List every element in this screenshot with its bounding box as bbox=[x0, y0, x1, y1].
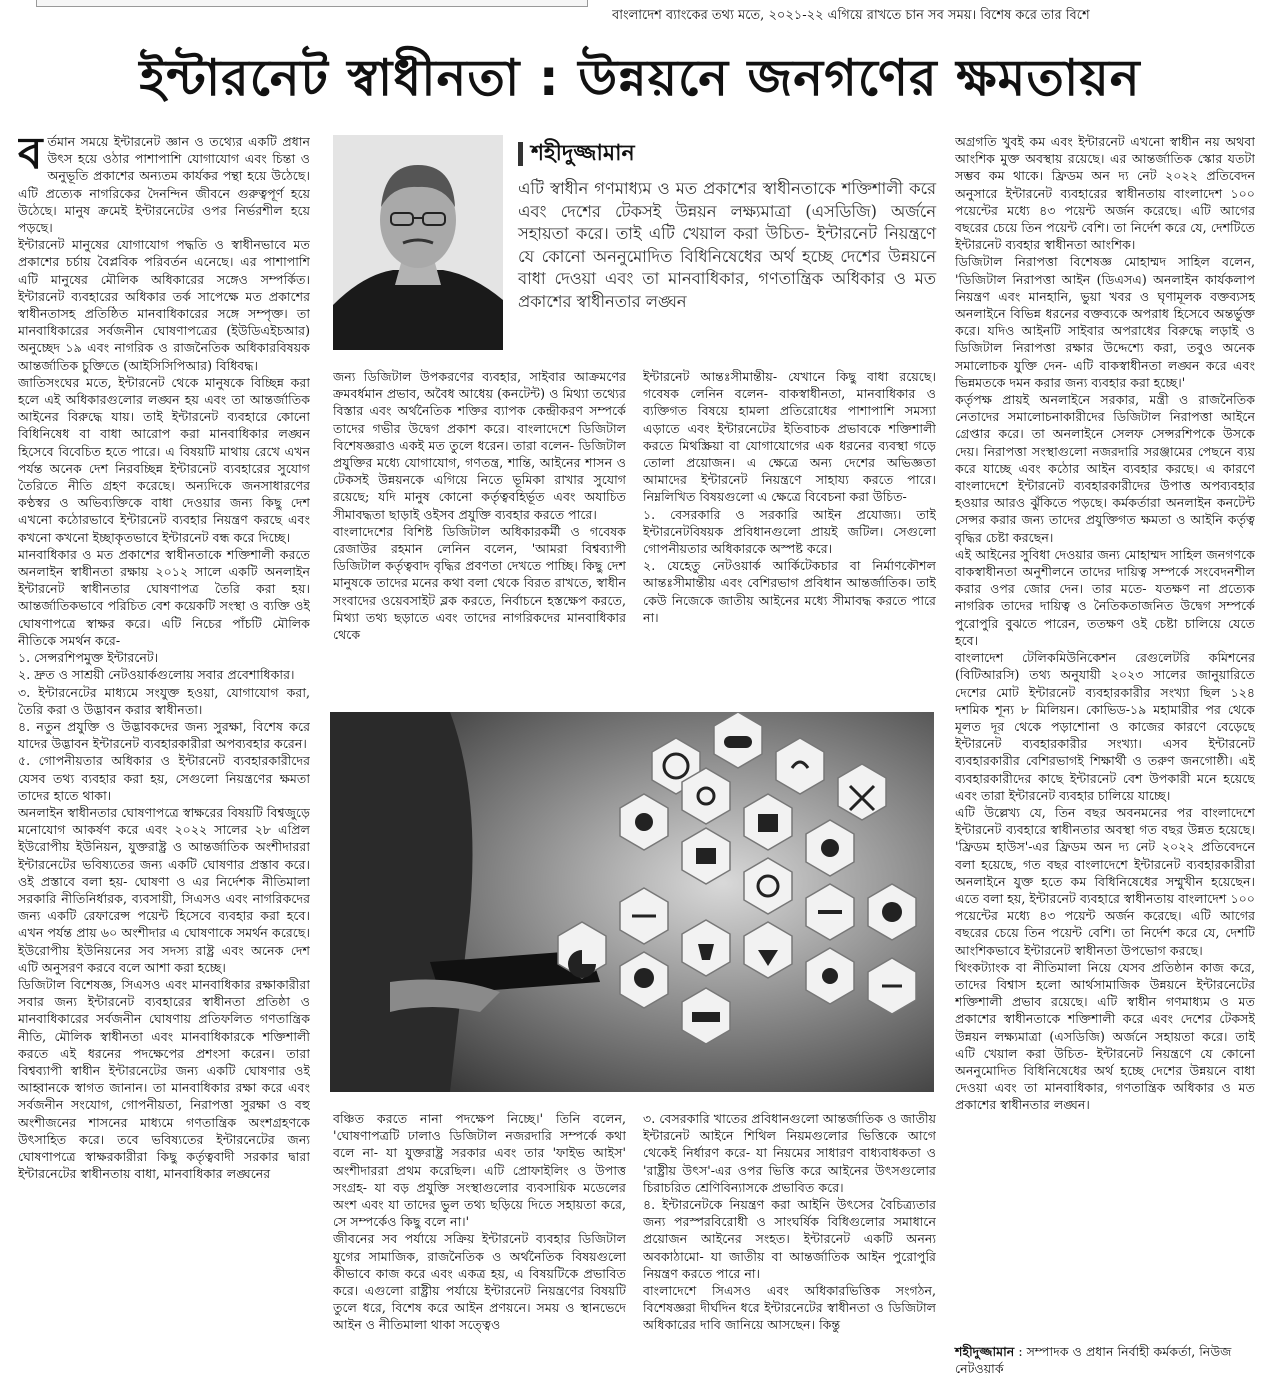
paragraph: বর্তমান সময়ে ইন্টারনেট জ্ঞান ও তথ্যের একটি প্রধান উৎস হয়ে ওঠার পাশাপাশি যোগাযোগ এবং চিন্তা ও অনুভূতি প্রকাশের অন্যতম কার্যকর পন্থা হয়ে উঠেছে। এটি প্রত্যেক নাগরিকের দৈনন্দিন জীবনে গুরুত্বপূর্ণ হয়ে উঠেছে। মানুষ ক্রমেই ইন্টারনেটের ওপর নির্ভরশীল হয়ে পড়ছে। bbox=[18, 133, 310, 236]
technology-illustration bbox=[330, 712, 934, 1092]
previous-article-edge bbox=[36, 0, 588, 7]
headline: ইন্টারনেট স্বাধীনতা : উন্নয়নে জনগণের ক্ষমতায়ন bbox=[139, 49, 1141, 107]
paragraph: জাতিসংঘের মতে, ইন্টারনেট থেকে মানুষকে বিচ্ছিন্ন করা হলে এই অধিকারগুলোর লঙ্ঘন হয় এবং তা আন্তর্জাতিক আইনের বিরুদ্ধে যায়। তাই ইন্টারনেট ব্যবহারে কোনো বিধিনিষেধ বা বাধা আরোপ করা মানবাধিকার লঙ্ঘন হিসেবে বিবেচিত হতে পারে। এ বিষয়টি মাথায় রেখে এখন পর্যন্ত অনেক দেশ নিরবচ্ছিন্ন ইন্টারনেট ব্যবহারের সুযোগ তৈরিতে নীতি গ্রহণ করেছে। অন্যদিকে জনসাধারণের কণ্ঠস্বর ও অভিব্যক্তিকে বাধা দেওয়ার জন্য কিছু দেশ এখনো কঠোরভাবে ইন্টারনেট ব্যবহার নিয়ন্ত্রণ করছে এবং কখনো কখনো ইচ্ছাকৃতভাবে ইন্টারনেট বন্ধ করে দিচ্ছে। bbox=[18, 374, 310, 545]
author-note-name: শহীদুজ্জামান bbox=[955, 1344, 1015, 1359]
paragraph: বাংলাদেশ টেলিকমিউনিকেশন রেগুলেটরি কমিশনের (বিটিআরসি) তথ্য অনুযায়ী ২০২৩ সালের জানুয়ারিতে দেশের মোট ইন্টারনেট ব্যবহারকারীর সংখ্যা ছিল ১২৪ দশমিক শূন্য ৮ মিলিয়ন। কোভিড-১৯ মহামারীর পর থেকে মূলত দূর থেকে পড়াশোনা ও কাজের কারণে বেড়েছে ইন্টারনেট ব্যবহারকারীর সংখ্যা। এসব ইন্টারনেট ব্যবহারকারীর বেশিরভাগই শিক্ষার্থী ও তরুণ জনগোষ্ঠী। এই ব্যবহারকারীদের কাছে ইন্টারনেট বেশ উপকারী মনে হয়েছে এবং তারা ইন্টারনেট ব্যবহার চালিয়ে যাচ্ছে। bbox=[955, 650, 1255, 803]
byline-bar bbox=[518, 142, 523, 166]
paragraph: জন্য ডিজিটাল উপকরণের ব্যবহার, সাইবার আক্রমণের ক্রমবর্ধমান প্রভাব, অবৈধ আধেয় (কনটেন্ট) ও মিথ্যা তথ্যের বিস্তার এবং অর্থনৈতিক শক্তির ব্যাপক কেন্দ্রীকরণ সম্পর্কে তাদের গভীর উদ্বেগ প্রকাশ করে। বাংলাদেশে ডিজিটাল বিশেষজ্ঞরাও একই মত তুলে ধরেন। তারা বলেন- ডিজিটাল প্রযুক্তির মধ্যে যোগাযোগ, গণতন্ত্র, শান্তি, আইনের শাসন ও টেকসই উন্নয়নকে এগিয়ে নিতে ভূমিকা রাখার সুযোগ রয়েছে; যদি মানুষ কোনো কর্তৃত্ববহির্ভূত এবং অযাচিত সীমাবদ্ধতা ছাড়াই ওইসব প্রযুক্তি ব্যবহার করতে পারে। bbox=[333, 369, 626, 522]
paragraph: বঞ্চিত করতে নানা পদক্ষেপ নিচ্ছে।' তিনি বলেন, 'ঘোষণাপত্রটি ঢালাও ডিজিটাল নজরদারি সম্পর্কে কথা বলে না- যা যুক্তরাষ্ট্র সরকার এবং তার 'ফাইভ আইস' অংশীদাররা প্রথম করেছিল। এটি প্রোফাইলিং ও উপাত্ত সংগ্রহ- যা বড় প্রযুক্তি সংস্থাগুলোর ব্যবসায়িক মডেলের অংশ এবং যা তাদের ভুল তথ্য ছড়িয়ে দিতে সহায়তা করে, সে সম্পর্কেও কিছু বলে না।' bbox=[333, 1111, 626, 1230]
top-strip-text: বাংলাদেশ ব্যাংকের তথ্য মতে, ২০২১-২২ এগিয়ে রাখতে চান সব সময়। বিশেষ করে তার বিশে bbox=[612, 8, 1090, 23]
list-item: ৫. গোপনীয়তার অধিকার ও ইন্টারনেট ব্যবহারকারীদের যেসব তথ্য ব্যবহার করা হয়, সেগুলো নিয়ন্ত্রণের ক্ষমতা তাদের হাতে থাকা। bbox=[18, 753, 310, 803]
list-item: ৪. ইন্টারনেটকে নিয়ন্ত্রণ করা আইনি উৎসের বৈচিত্র্যতার জন্য পরস্পরবিরোধী ও সাংঘর্ষিক বিধিগুলোর সমাধানে প্রয়োজন আইনের সংহত। ইন্টারনেট একটি অনন্য অবকাঠামো- যা জাতীয় বা আন্তর্জাতিক আইন পুরোপুরি নিয়ন্ত্রণ করতে পারে না। bbox=[643, 1197, 936, 1281]
column-1 bbox=[18, 133, 310, 1387]
list-item: ৩. বেসরকারি খাতের প্রবিধানগুলো আন্তর্জাতিক ও জাতীয় ইন্টারনেট আইনে শিথিল নিয়মগুলোর ভিত্তিকে আগে থেকেই নির্ধারণ করে- যা নিয়মের সাধারণ বাধ্যবাধকতা ও 'রাষ্ট্রীয় উৎস'-এর ওপর ভিত্তি করে আইনের উৎসগুলোর চিরাচরিত শ্রেণিবিন্যাসকে প্রভাবিত করে। bbox=[643, 1111, 936, 1195]
paragraph: কর্তৃপক্ষ প্রায়ই অনলাইনে সরকার, মন্ত্রী ও রাজনৈতিক নেতাদের সমালোচনাকারীদের ডিজিটাল নিরাপত্তা আইনে গ্রেপ্তার করে। তা অনলাইনে সেলফ সেন্সরশিপকে উসকে দেয়। নিরাপত্তা সংস্থাগুলো নজরদারি সরঞ্জামের পেছনে ব্যয় করে যাচ্ছে এবং কঠোর আইন ব্যবহার করছে। এ কারণে বাংলাদেশে ইন্টারনেট ব্যবহারকারীদের উপাত্ত অপব্যবহার হওয়ার আরও ঝুঁকিতে পড়ছে। কর্মকর্তারা অনলাইন কনটেন্ট সেন্সর করার জন্য তাদের প্রযুক্তিগত ক্ষমতা ও আইনি কর্তৃত্ব বৃদ্ধির চেষ্টা করছেন। bbox=[955, 392, 1255, 545]
paragraph: মানবাধিকার ও মত প্রকাশের স্বাধীনতাকে শক্তিশালী করতে অনলাইন স্বাধীনতা রক্ষায় ২০১২ সালে একটি অনলাইন ইন্টারনেট স্বাধীনতার ঘোষণাপত্র তৈরি করা হয়। আন্তর্জাতিকভাবে পরিচিত বেশ কয়েকটি সংস্থা ও ব্যক্তি ওই ঘোষণাপত্রে স্বাক্ষর করে। এটি নিচের পাঁচটি মৌলিক নীতিকে সমর্থন করে- bbox=[18, 546, 310, 648]
column-3-top bbox=[643, 368, 936, 698]
paragraph: এই আইনের সুবিধা দেওয়ার জন্য মোহাম্মদ সাহিল জনগণকে বাকস্বাধীনতা অনুশীলনে তাদের দায়িত্ব সম্পর্কে সংবেদনশীল করার ওপর জোর দেন। তার মতে- যতক্ষণ না প্রত্যেক নাগরিক তাদের দায়িত্ব ও নৈতিকতাজনিত উদ্বেগ সম্পর্কে পুরোপুরি বুঝতে পারেন, ততক্ষণ ওই চেষ্টা চালিয়ে যেতে হবে। bbox=[955, 546, 1255, 648]
column-3-bottom bbox=[643, 1110, 936, 1387]
pull-quote: এটি স্বাধীন গণমাধ্যম ও মত প্রকাশের স্বাধীনতাকে শক্তিশালী করে এবং দেশের টেকসই উন্নয়ন লক্ষ্যমাত্রা (এসডিজি) অর্জনে সহায়তা করে। তাই এটি খেয়াল করা উচিত- ইন্টারনেট নিয়ন্ত্রণে যে কোনো অননুমোদিত বিধিনিষেধের অর্থ হচ্ছে দেশের উন্নয়নে বাধা দেওয়া এবং তা মানবাধিকার, গণতান্ত্রিক অধিকার ও মত প্রকাশের স্বাধীনতার লঙ্ঘন bbox=[518, 179, 936, 311]
paragraph: ইন্টারনেট মানুষের যোগাযোগ পদ্ধতি ও স্বাধীনভাবে মত প্রকাশের চর্চায় বৈপ্লবিক পরিবর্তন এনেছে। এর পাশাপাশি এটি মানুষের মৌলিক অধিকারের সঙ্গেও সম্পর্কিত। ইন্টারনেট ব্যবহারের অধিকার তর্ক সাপেক্ষে মত প্রকাশের স্বাধীনতাসহ প্রতিষ্ঠিত মানবাধিকারের সঙ্গে সম্পৃক্ত। তা মানবাধিকারের সর্বজনীন ঘোষণাপত্রের (ইউডিএইচআর) অনুচ্ছেদ ১৯ এবং নাগরিক ও রাজনৈতিক অধিকারবিষয়ক আন্তর্জাতিক চুক্তিতে (আইসিসিপিআর) বিধিবদ্ধ। bbox=[18, 237, 310, 373]
byline bbox=[518, 136, 938, 168]
paragraph: থিংকট্যাংক বা নীতিমালা নিয়ে যেসব প্রতিষ্ঠান কাজ করে, তাদের বিশ্বাস হলো আর্থসামাজিক উন্নয়নে ইন্টারনেটের শক্তিশালী প্রভাব রয়েছে। এটি স্বাধীন গণমাধ্যম ও মত প্রকাশের স্বাধীনতাকে শক্তিশালী করে এবং দেশের টেকসই উন্নয়ন লক্ষ্যমাত্রা (এসডিজি) অর্জনে সহায়তা করে। তাই এটি খেয়াল করা উচিত- ইন্টারনেট নিয়ন্ত্রণে যে কোনো অননুমোদিত বিধিনিষেধের অর্থ হচ্ছে দেশের উন্নয়নে বাধা দেওয়া এবং তা মানবাধিকার, গণতান্ত্রিক অধিকার ও মত প্রকাশের স্বাধীনতার লঙ্ঘন। bbox=[955, 959, 1255, 1113]
author-note-role: : সম্পাদক ও প্রধান নির্বাহী কর্মকর্তা, নিউজ নেটওয়ার্ক bbox=[955, 1344, 1232, 1377]
paragraph: ডিজিটাল নিরাপত্তা বিশেষজ্ঞ মোহাম্মদ সাহিল বলেন, 'ডিজিটাল নিরাপত্তা আইন (ডিএসএ) অনলাইন কার্যকলাপ নিয়ন্ত্রণ এবং মানহানি, ভুয়া খবর ও ঘৃণামূলক বক্তব্যসহ অনলাইনে বিভিন্ন ধরনের বক্তব্যকে অপরাধ হিসেবে অন্তর্ভুক্ত করে। যদিও আইনটি সাইবার অপরাধের বিরুদ্ধে লড়াই ও ডিজিটাল নিরাপত্তা রক্ষার উদ্দেশ্যে করা, তবুও অনেক সমালোচক যুক্তি দেন- এটি বাকস্বাধীনতা লঙ্ঘন করে এবং ভিন্নমতকে দমন করার জন্য ব্যবহার করা হচ্ছে।' bbox=[955, 254, 1255, 390]
paragraph: ডিজিটাল বিশেষজ্ঞ, সিএসও এবং মানবাধিকার রক্ষাকারীরা সবার জন্য ইন্টারনেট ব্যবহারের স্বাধীনতা প্রতিষ্ঠা ও মানবাধিকারের সর্বজনীন ঘোষণায় প্রতিফলিত গণতান্ত্রিক নীতি, মৌলিক স্বাধীনতা এবং মানবাধিকারকে শক্তিশালী করতে এই ধরনের পদক্ষেপের প্রশংসা করেন। তারা বিশ্বব্যাপী স্বাধীন ইন্টারনেটের জন্য একটি ঘোষণার ওই আহ্বানকে স্বাগত জানান। তা মানবাধিকার রক্ষা করে এবং সর্বজনীন সংযোগ, গোপনীয়তা, নিরাপত্তা সুরক্ষা ও বহু অংশীজনের শাসনের মাধ্যমে গণতান্ত্রিক অংশগ্রহণকে উৎসাহিত করে। তবে ভবিষ্যতের ইন্টারনেটের জন্য ঘোষণাপত্রে স্বাক্ষরকারীরা কিছু কর্তৃত্ববাদী সরকার দ্বারা ইন্টারনেটের স্বাধীনতায় বাধা, মানবাধিকার লঙ্ঘনের bbox=[18, 976, 310, 1182]
list-item: ২. দ্রুত ও সাশ্রয়ী নেটওয়ার্কগুলোয় সবার প্রবেশাধিকার। bbox=[18, 667, 295, 683]
list-item: ১. সেন্সরশিপমুক্ত ইন্টারনেট। bbox=[18, 650, 159, 666]
paragraph: বাংলাদেশের বিশিষ্ট ডিজিটাল অধিকারকর্মী ও গবেষক রেজাউর রহমান লেনিন বলেন, 'আমরা বিশ্বব্যাপী ডিজিটাল কর্তৃত্ববাদ বৃদ্ধির প্রবণতা দেখতে পাচ্ছি। কিছু দেশ মানুষকে তাদের মনের কথা বলা থেকে বিরত রাখতে, স্বাধীন সংবাদের ওয়েবসাইট ব্লক করতে, নির্বাচনে হস্তক্ষেপ করতে, মিথ্যা তথ্য ছড়াতে এবং তাদের নাগরিকদের মানবাধিকার থেকে bbox=[333, 523, 626, 643]
list-item: ১. বেসরকারি ও সরকারি আইন প্রযোজ্য। তাই ইন্টারনেটবিষয়ক প্রবিধানগুলো প্রায়ই জটিল। সেগুলো গোপনীয়তার অধিকারকে অস্পষ্ট করে। bbox=[643, 506, 936, 557]
portrait-image bbox=[333, 135, 503, 350]
author-name: শহীদুজ্জামান bbox=[531, 141, 635, 166]
paragraph: জীবনের সব পর্যায়ে সক্রিয় ইন্টারনেট ব্যবহার ডিজিটাল যুগের সামাজিক, রাজনৈতিক ও অর্থনৈতিক বিষয়গুলো কীভাবে কাজ করে এবং একত্র হয়, এ বিষয়টিকে প্রভাবিত করে। এগুলো রাষ্ট্রীয় পর্যায়ে ইন্টারনেট নিয়ন্ত্রণের বিষয়টি তুলে ধরে, বিশেষ করে আইন প্রণয়নে। সময় ও স্থানভেদে আইন ও নীতিমালা থাকা সত্ত্বেও bbox=[333, 1231, 626, 1333]
column-2-bottom bbox=[333, 1110, 626, 1387]
hexagon-icons-image bbox=[330, 712, 934, 1092]
list-item: ২. যেহেতু নেটওয়ার্ক আর্কিটেকচার বা নির্মাণকৌশল আন্তঃসীমান্তীয় এবং বেশিরভাগ প্রবিধান আন্তর্জাতিক। তাই কেউ নিজেকে জাতীয় আইনের মধ্যে সীমাবদ্ধ করতে পারে না। bbox=[643, 558, 936, 625]
top-strip bbox=[0, 0, 1271, 28]
column-4 bbox=[955, 133, 1255, 1333]
list-item: ৪. নতুন প্রযুক্তি ও উদ্ভাবকদের জন্য সুরক্ষা, বিশেষ করে যাদের উদ্ভাবন ইন্টারনেট ব্যবহারকারীরা অপব্যবহার করেন। bbox=[18, 718, 310, 752]
author-note bbox=[955, 1343, 1255, 1377]
paragraph: ইন্টারনেট আন্তঃসীমান্তীয়- যেখানে কিছু বাধা রয়েছে। গবেষক লেনিন বলেন- বাকস্বাধীনতা, মানবাধিকার ও ব্যক্তিগত বিষয়ে হামলা প্রতিরোধের পাশাপাশি সমস্যা এড়াতে এবং ইন্টারনেটের ইতিবাচক প্রভাবকে শক্তিশালী করতে মিথস্ক্রিয়া বা যোগাযোগের এক ধরনের ব্যবস্থা গড়ে তোলা প্রয়োজন। এ ক্ষেত্রে অন্য দেশের অভিজ্ঞতা আমাদের ইন্টারনেট নিয়ন্ত্রণে সাহায্য করতে পারে। নিম্নলিখিত বিষয়গুলো এ ক্ষেত্রে বিবেচনা করা উচিত- bbox=[643, 369, 936, 505]
paragraph: অগ্রগতি খুবই কম এবং ইন্টারনেট এখনো স্বাধীন নয় অথবা আংশিক মুক্ত অবস্থায় রয়েছে। এর আন্তর্জাতিক স্কোর যতটা সম্ভব কম থাকে। ফ্রিডম অন দ্য নেট ২০২২ প্রতিবেদন অনুসারে ইন্টারনেট ব্যবহারের স্বাধীনতায় বাংলাদেশ ১০০ পয়েন্টের মধ্যে ৪৩ পয়েন্ট অর্জন করেছে। এটি আগের বছরের চেয়ে তিন পয়েন্ট বেশি। তা নির্দেশ করে যে, দেশটিতে ইন্টারনেট ব্যবহার স্বাধীনতা আংশিক। bbox=[955, 134, 1255, 253]
column-2-top bbox=[333, 368, 626, 698]
paragraph: এটি উল্লেখ্য যে, তিন বছর অবনমনের পর বাংলাদেশে ইন্টারনেট ব্যবহারে স্বাধীনতার অবস্থা গত বছর উন্নত হয়েছে। 'ফ্রিডম হাউস'-এর ফ্রিডম অন দ্য নেট ২০২২ প্রতিবেদনে বলা হয়েছে, গত বছর বাংলাদেশে ইন্টারনেট ব্যবহারকারীরা অনলাইনে যুক্ত হতে কম বিধিনিষেধের সম্মুখীন হয়েছেন। এতে বলা হয়, ইন্টারনেট ব্যবহারে স্বাধীনতায় বাংলাদেশ ১০০ পয়েন্টের মধ্যে ৪৩ পয়েন্ট অর্জন করেছে। এটি আগের বছরের চেয়ে তিন পয়েন্ট বেশি। তা নির্দেশ করে যে, দেশটি আংশিকভাবে ইন্টারনেট স্বাধীনতা উপভোগ করছে। bbox=[955, 804, 1255, 958]
author-photo bbox=[333, 135, 503, 350]
paragraph: অনলাইন স্বাধীনতার ঘোষণাপত্রে স্বাক্ষরের বিষয়টি বিশ্বজুড়ে মনোযোগ আকর্ষণ করে এবং ২০২২ সালের ২৮ এপ্রিল ইউরোপীয় ইউনিয়ন, যুক্তরাষ্ট্র ও আন্তর্জাতিক অংশীদাররা ইন্টারনেটের ভবিষ্যতের জন্য একটি ঘোষণার প্রস্তাব করে। ওই প্রস্তাবে বলা হয়- ঘোষণা ও এর নির্দেশক নীতিমালা সরকারি নীতিনির্ধারক, ব্যবসায়ী, সিএসও এবং নাগরিকদের জন্য একটি রেফারেন্স পয়েন্ট হিসেবে ব্যবহার করা হবে। এখন পর্যন্ত প্রায় ৬০ অংশীদার এ ঘোষণাকে সমর্থন করেছে। ইউরোপীয় ইউনিয়নের সব সদস্য রাষ্ট্র এবং অনেক দেশ এটি অনুসরণ করবে বলে আশা করা হচ্ছে। bbox=[18, 804, 310, 975]
paragraph: বাংলাদেশে সিএসও এবং অধিকারভিত্তিক সংগঠন, বিশেষজ্ঞরা দীর্ঘদিন ধরে ইন্টারনেটের স্বাধীনতা ও ডিজিটাল অধিকারের দাবি জানিয়ে আসছেন। কিন্তু bbox=[643, 1283, 936, 1333]
list-item: ৩. ইন্টারনেটের মাধ্যমে সংযুক্ত হওয়া, যোগাযোগ করা, তৈরি করা ও উদ্ভাবন করার স্বাধীনতা। bbox=[18, 684, 310, 717]
dropcap: ব bbox=[18, 133, 43, 179]
